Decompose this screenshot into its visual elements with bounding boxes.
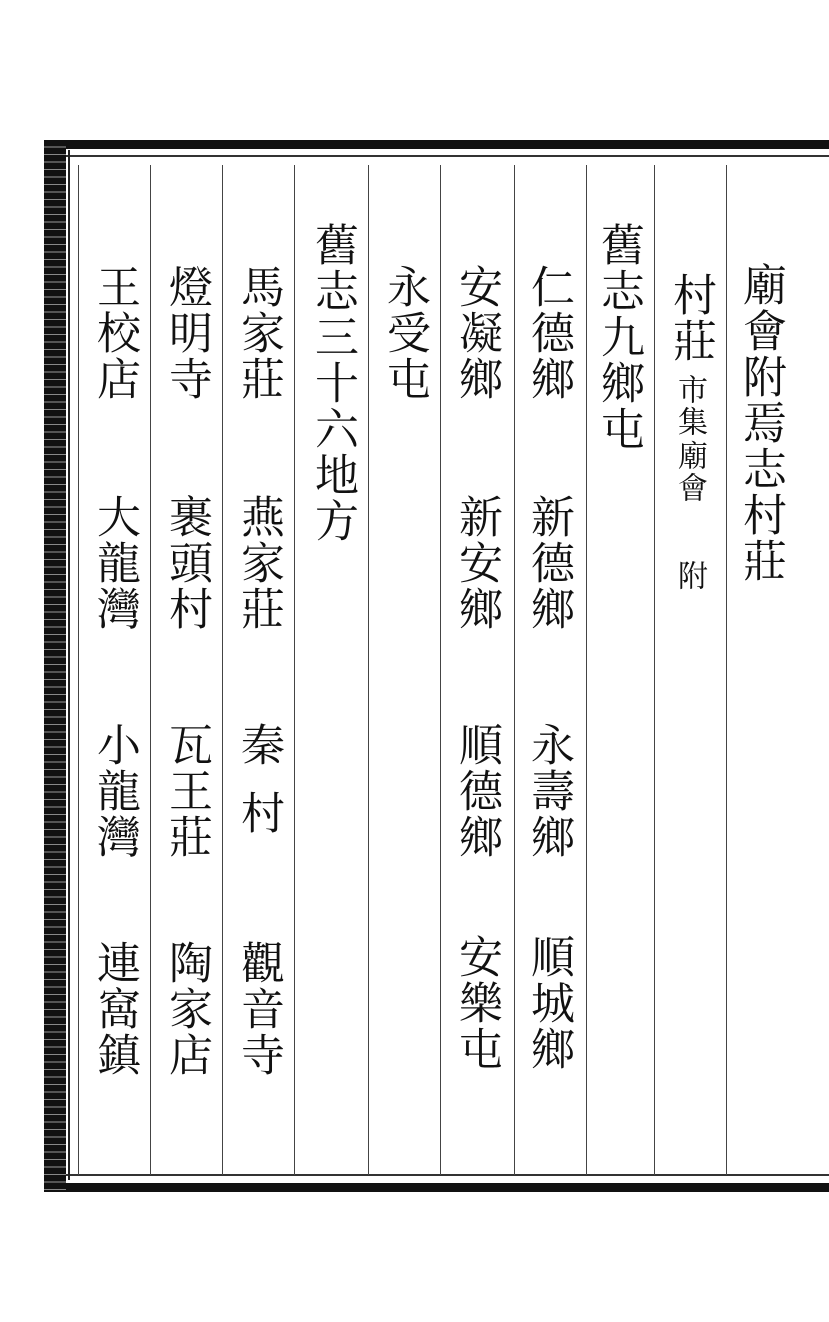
list-item: 瓦王莊 — [161, 722, 212, 860]
annotation-temple-fair: 廟會 — [672, 440, 707, 504]
column-rule — [586, 165, 587, 1175]
column-rule — [726, 165, 727, 1175]
column-rule — [294, 165, 295, 1175]
column-rule — [514, 165, 515, 1175]
annotation-attached: 附 — [672, 560, 707, 594]
list-item: 陶家店 — [161, 940, 212, 1078]
list-item: 燈明寺 — [161, 264, 212, 402]
column-rule — [222, 165, 223, 1175]
list-item: 安樂屯 — [451, 934, 502, 1072]
list-item: 連窩鎮 — [89, 940, 140, 1078]
frame-left-inner-line — [68, 150, 70, 1180]
annotation-market: 市集 — [672, 374, 707, 438]
list-item: 王校店 — [89, 264, 140, 402]
frame-bottom-border — [44, 1183, 829, 1192]
list-item: 永受屯 — [379, 264, 430, 402]
list-item: 永壽鄉 — [523, 722, 574, 860]
column-rule — [78, 165, 79, 1175]
list-item: 新安鄉 — [451, 494, 502, 632]
list-heading-thirty-six-localities: 舊志三十六地方 — [307, 222, 358, 544]
frame-left-border — [44, 140, 66, 1192]
list-heading-nine-townships: 舊志九鄉屯 — [593, 222, 644, 452]
frame-top-inner-line — [60, 155, 829, 157]
list-item: 仁德鄉 — [523, 264, 574, 402]
list-item: 馬家莊 — [233, 264, 284, 402]
list-item: 順城鄉 — [523, 934, 574, 1072]
list-item: 大龍灣 — [89, 494, 140, 632]
column-rule — [150, 165, 151, 1175]
section-heading: 廟會附焉志村莊 — [735, 262, 786, 584]
column-rule — [654, 165, 655, 1175]
list-item: 安凝鄉 — [451, 264, 502, 402]
list-item: 小龍灣 — [89, 722, 140, 860]
list-item: 順德鄉 — [451, 722, 502, 860]
section-subheading: 村莊 — [665, 272, 716, 364]
list-item: 秦村 — [233, 722, 284, 858]
frame-top-border — [44, 140, 829, 149]
list-item: 裹頭村 — [161, 494, 212, 632]
frame-bottom-inner-line — [66, 1174, 829, 1176]
column-rule — [440, 165, 441, 1175]
list-item: 燕家莊 — [233, 494, 284, 632]
list-item: 新德鄉 — [523, 494, 574, 632]
column-rule — [368, 165, 369, 1175]
list-item: 觀音寺 — [233, 940, 284, 1078]
